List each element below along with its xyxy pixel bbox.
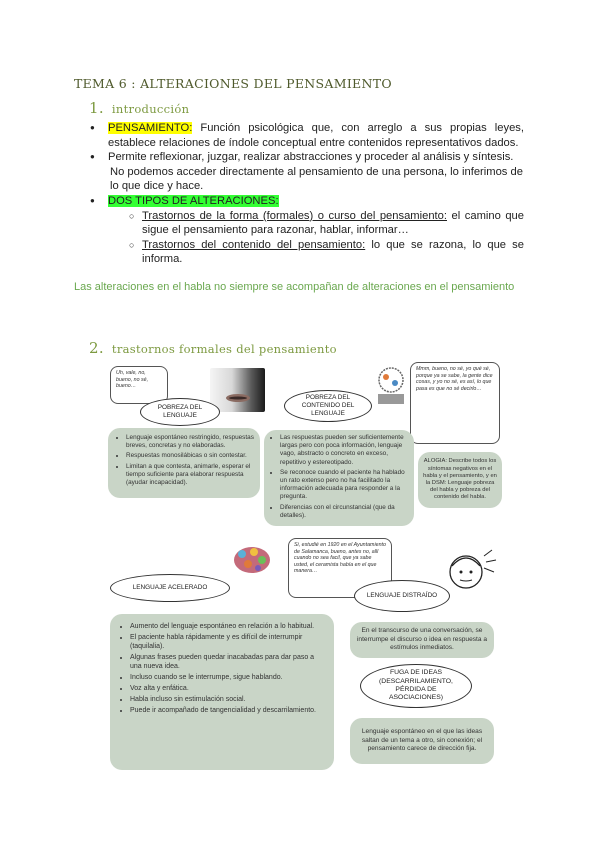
section-heading-trastornos <box>89 339 337 357</box>
pobreza-lenguaje-ellipse: POBREZA DEL LENGUAJE <box>140 398 220 426</box>
sub-list-item <box>88 238 524 267</box>
list-item <box>88 121 524 150</box>
list-item <box>88 194 524 209</box>
speech-card: Uh, vale, no, bueno, no sé, bueno… <box>110 366 168 404</box>
pobreza-contenido-ellipse: POBREZA DEL CONTENIDO DEL LENGUAJE <box>284 390 372 422</box>
section-title: introducción <box>111 102 190 116</box>
brain-icon <box>228 542 278 582</box>
list-item-continuation <box>88 165 524 194</box>
alogia-box: ALOGIA: Describe todos los síntomas negativos en el habla y el pensamiento, y en la DSM: Lenguaje pobreza del habla y pobreza del contenido del habla. <box>418 452 502 508</box>
diagram <box>100 362 504 770</box>
list-item-text: Permite reflexionar, juzgar, realizar abstracciones y proceder al análisis y síntesis. <box>108 151 514 164</box>
thinking-boy-icon <box>444 546 498 606</box>
lenguaje-acelerado-box <box>110 614 334 770</box>
list-item: • Las respuestas pueden ser suficientemente largas pero con poca información, lenguaje vago, abstracto o concreto en exceso, repetitivo y estereotipado. <box>280 434 410 467</box>
green-note: Las alteraciones en el habla no siempre se acompañan de alteraciones en el pensamiento <box>74 281 515 293</box>
page-title: TEMA 6 : ALTERACIONES DEL PENSAMIENTO <box>74 76 392 91</box>
list-item: • Puede ir acompañado de tangencialidad y descarrilamiento. <box>130 706 326 715</box>
lenguaje-acelerado-ellipse: LENGUAJE ACELERADO <box>110 574 230 602</box>
list-item: • Limitan a que contesta, animarle, esperar el tiempo suficiente para elaborar respuesta (ayudar incapacidad). <box>126 463 254 488</box>
term-highlight: PENSAMIENTO: <box>108 122 193 134</box>
term-highlight: DOS TIPOS DE ALTERACIONES: <box>108 194 279 207</box>
lenguaje-distraido-box: En el transcurso de una conversación, se interrumpe el discurso o idea en respuesta a estímulos inmediatos. <box>350 622 494 658</box>
boy-cartoon-illustration <box>444 546 498 606</box>
subitem-term: Trastornos de la forma (formales) o curso del pensamiento: <box>142 209 447 222</box>
section-number: 1. <box>89 99 104 117</box>
subitem-term: Trastornos del contenido del pensamiento: <box>142 238 366 251</box>
speech-card: Si, estudié en 1920 en el Ayuntamiento de Salamanca, bueno, antes no, allí cuando no sea facil, que ya sabe usted, el ceramista había en el que manera… <box>288 538 392 598</box>
intro-bullet-list <box>88 121 524 267</box>
subitem-text: el camino que sigue el pensamiento para razonar, hablar, informar… <box>142 209 524 237</box>
list-item: • Respuestas monosilábicas o sin contestar. <box>126 452 254 460</box>
lenguaje-distraido-ellipse: LENGUAJE DISTRAÍDO <box>354 580 450 612</box>
sub-list-item <box>88 209 524 238</box>
mouth-icon <box>210 368 265 412</box>
scribble-cloud-icon <box>372 366 410 406</box>
definition-text: Función psicológica que, con arreglo a sus propias leyes, establece relaciones de índole conceptual entre contenidos representativos dados. <box>108 122 524 149</box>
section-heading-introduccion <box>89 99 189 117</box>
brain-illustration <box>228 542 278 582</box>
section-title: trastornos formales del pensamiento <box>111 342 337 356</box>
list-item: • Aumento del lenguaje espontáneo en relación a lo habitual. <box>130 622 326 631</box>
list-item: • Incluso cuando se le interrumpe, sigue hablando. <box>130 673 326 682</box>
list-item-text: No podemos acceder directamente al pensamiento de una persona, lo inferimos de lo que dice y hace. <box>110 165 523 193</box>
section-number: 2. <box>89 339 104 357</box>
pobreza-contenido-box <box>264 430 414 526</box>
mouth-photo <box>210 368 265 412</box>
fuga-ideas-ellipse: FUGA DE IDEAS (DESCARRILAMIENTO, PÉRDIDA DE ASOCIACIONES) <box>360 664 472 708</box>
bullet-list <box>118 622 326 715</box>
list-item <box>88 150 524 165</box>
list-item: • Voz alta y enfática. <box>130 684 326 693</box>
subitem-text: lo que se razona, lo que se informa. <box>142 238 524 266</box>
list-item: • Algunas frases pueden quedar inacabadas para dar paso a una nueva idea. <box>130 653 326 671</box>
bullet-list <box>268 434 410 520</box>
thought-scribble-illustration <box>372 366 410 406</box>
pobreza-lenguaje-box <box>108 428 260 498</box>
list-item: • Diferencias con el circunstancial (que da detalles). <box>280 504 410 520</box>
list-item: • Se reconoce cuando el paciente ha hablado un rato extenso pero no ha facilitado la información adecuada para responder a la pregunta. <box>280 469 410 502</box>
list-item: • Lenguaje espontáneo restringido, respuestas breves, concretas y no elaboradas. <box>126 434 254 450</box>
bullet-list <box>114 434 254 487</box>
speech-card: Mmm, bueno, no sé, yo qué sé, porque ya se sabe, la gente dice cosas, y yo no sé, es así, lo que pasa es que no sé decirlo… <box>410 362 500 444</box>
list-item: • Habla incluso sin estimulación social. <box>130 695 326 704</box>
fuga-ideas-box: Lenguaje espontáneo en el que las ideas saltan de un tema a otro, sin conexión; el pensamiento carece de dirección fija. <box>350 718 494 764</box>
list-item: • El paciente habla rápidamente y es difícil de interrumpir (taquilalia). <box>130 633 326 651</box>
